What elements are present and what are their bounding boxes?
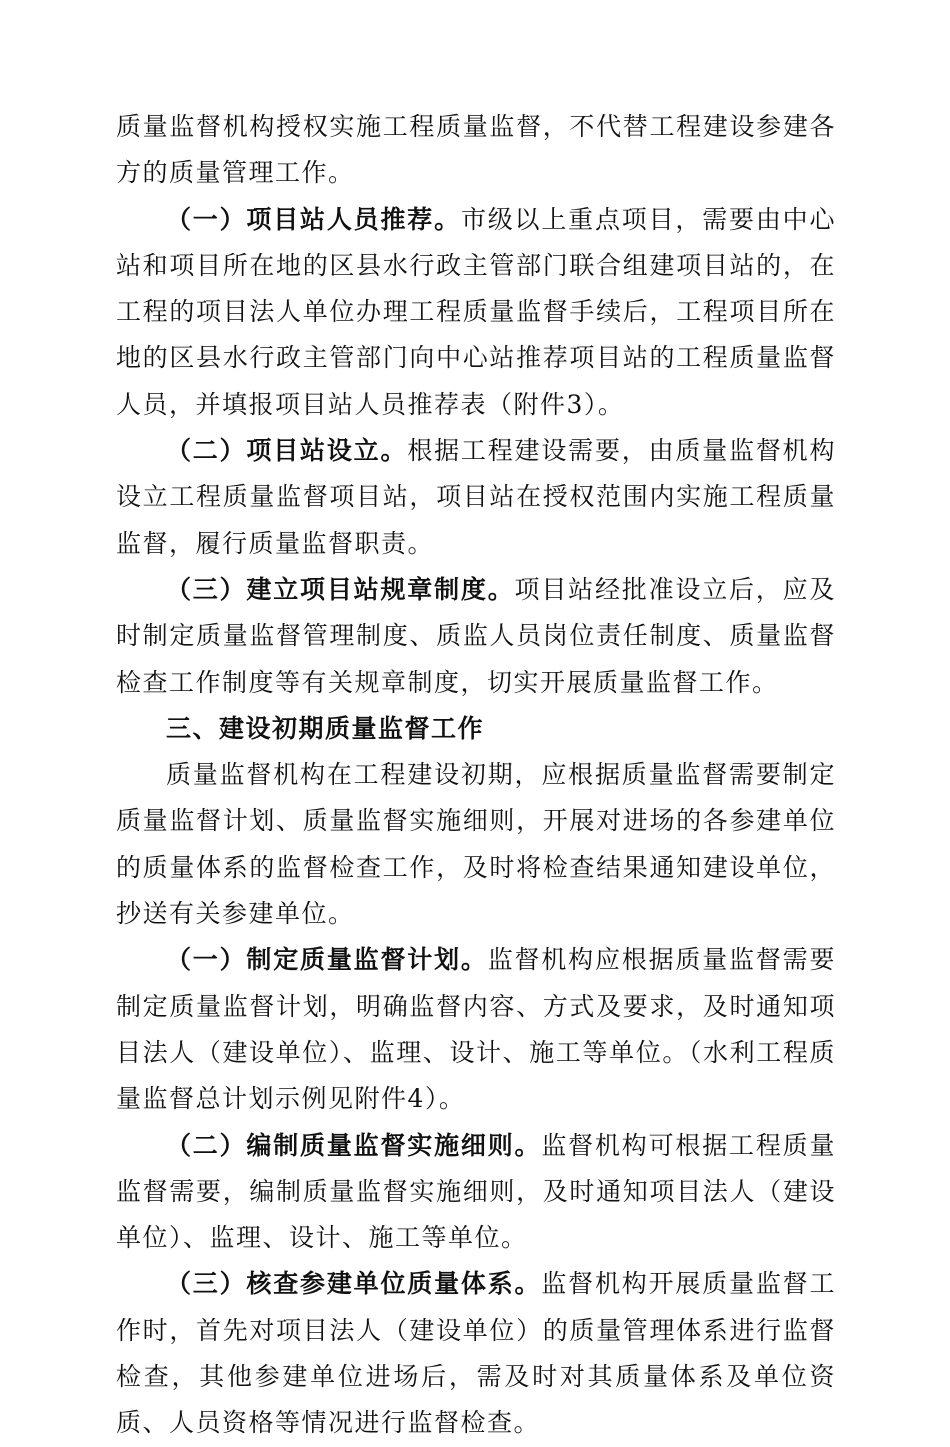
paragraph-lead: （二）编制质量监督实施细则。 — [166, 1130, 542, 1160]
paragraph-supervision-plan — [116, 937, 836, 1122]
paragraph-lead: （一）制定质量监督计划。 — [166, 945, 488, 975]
paragraph-text: 市级以上重点项目，需要由中心站和项目所在地的区县水行政主管部门联合组建项目站的，在工程的项目法人单位办理工程质量监督手续后，工程项目所在地的区县水行政主管部门向中心站推荐项目站的工程质量监督人员，并填报项目站人员推荐表（附件3）。 — [116, 204, 836, 419]
paragraph-quality-system-check — [116, 1261, 836, 1446]
paragraph-implementation-rules — [116, 1123, 836, 1262]
paragraph-lead: （二）项目站设立。 — [166, 436, 408, 466]
paragraph-text: 项目站经批准设立后，应及时制定质量监督管理制度、质监人员岗位责任制度、质量监督检查工作制度等有关规章制度，切实开展质量监督工作。 — [116, 574, 836, 697]
paragraph-project-staff-recommendation — [116, 197, 836, 428]
paragraph-lead: （三）建立项目站规章制度。 — [166, 574, 515, 604]
paragraph-project-station-setup — [116, 428, 836, 567]
section-heading: 三、建设初期质量监督工作 — [166, 713, 485, 743]
document-body — [116, 104, 836, 1447]
paragraph-text: 监督机构应根据质量监督需要制定质量监督计划，明确监督内容、方式及要求，及时通知项目法人（建设单位）、监理、设计、施工等单位。（水利工程质量监督总计划示例见附件4）。 — [116, 945, 836, 1114]
paragraph-initial-supervision — [116, 752, 836, 937]
paragraph-text: 根据工程建设需要，由质量监督机构设立工程质量监督项目站，项目站在授权范围内实施工程质量监督，履行质量监督职责。 — [116, 436, 836, 558]
paragraph-station-rules — [116, 567, 836, 706]
paragraph-lead: （一）项目站人员推荐。 — [166, 204, 461, 234]
paragraph-text: 质量监督机构授权实施工程质量监督，不代替工程建设参建各方的质量管理工作。 — [116, 112, 836, 188]
paragraph-continuation — [116, 104, 836, 197]
paragraph-text: 监督机构可根据工程质量监督需要，编制质量监督实施细则，及时通知项目法人（建设单位）、监理、设计、施工等单位。 — [116, 1130, 836, 1253]
paragraph-text: 监督机构开展质量监督工作时，首先对项目法人（建设单位）的质量管理体系进行监督检查，其他参建单位进场后，需及时对其质量体系及单位资质、人员资格等情况进行监督检查。 — [116, 1269, 836, 1438]
paragraph-lead: （三）核查参建单位质量体系。 — [166, 1269, 542, 1299]
paragraph-text: 质量监督机构在工程建设初期，应根据质量监督需要制定质量监督计划、质量监督实施细则，开展对进场的各参建单位的质量体系的监督检查工作，及时将检查结果通知建设单位，抄送有关参建单位。 — [116, 760, 836, 929]
